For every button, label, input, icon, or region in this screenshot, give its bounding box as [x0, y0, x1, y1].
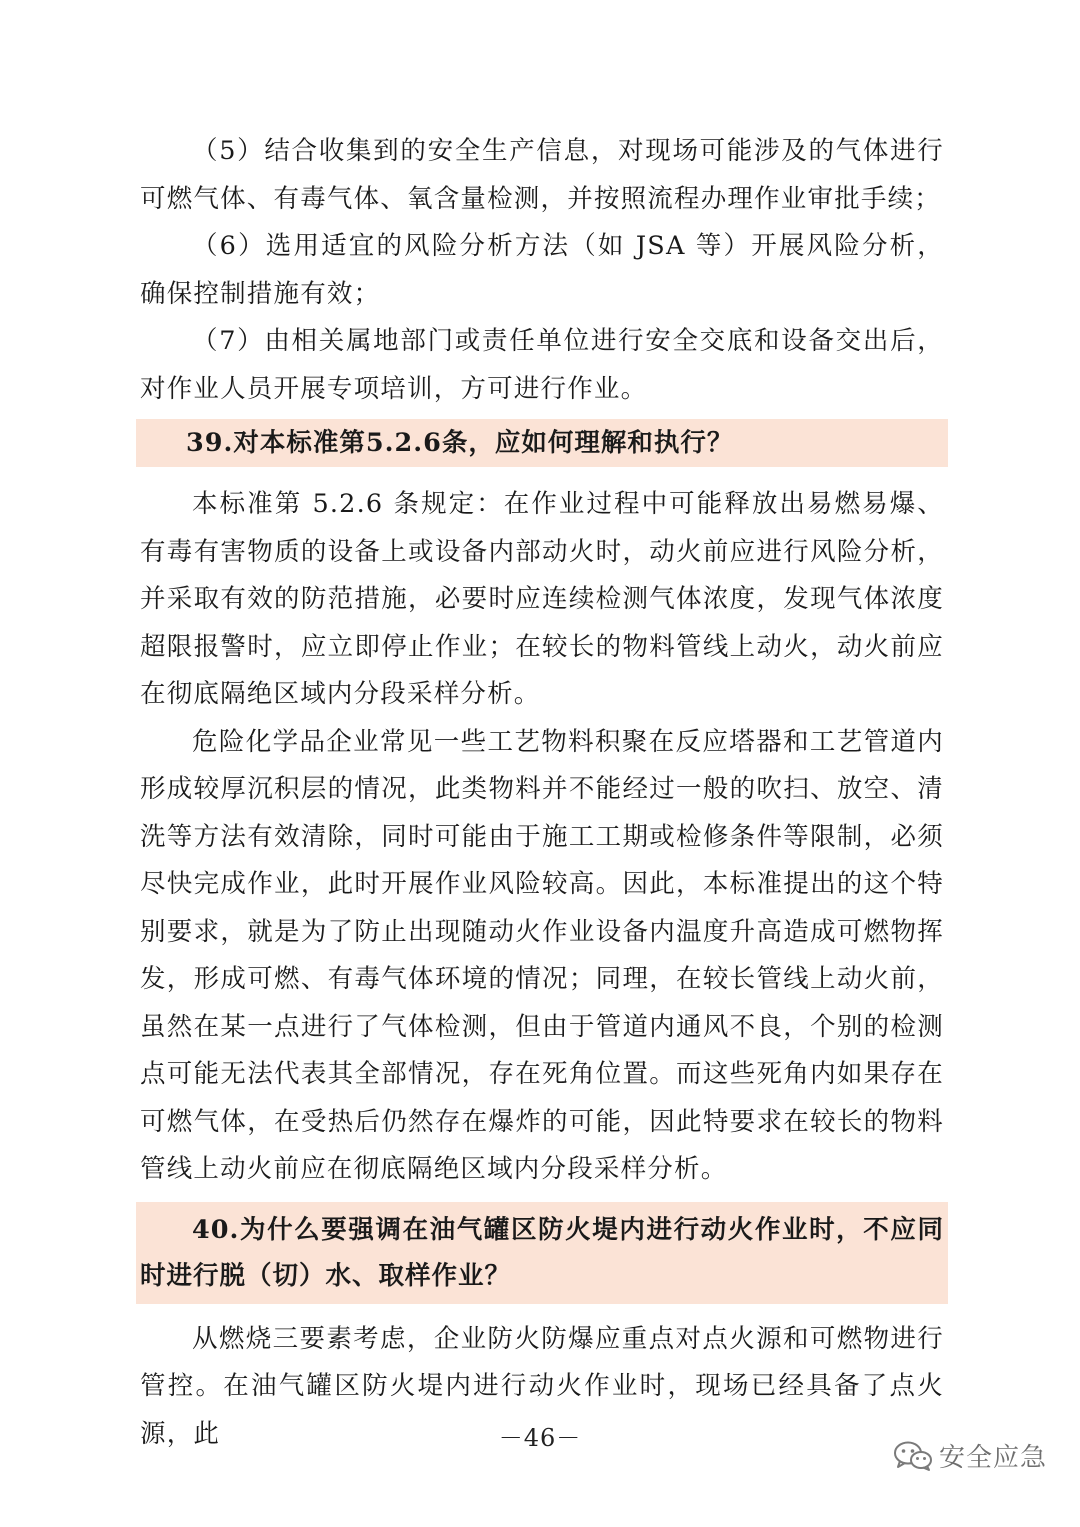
wechat-icon	[893, 1440, 933, 1472]
section-heading-40: 40.为什么要强调在油气罐区防火堤内进行动火作业时，不应同时进行脱（切）水、取样作业？	[136, 1202, 948, 1304]
section-40-paragraph-1: 从燃烧三要素考虑，企业防火防爆应重点对点火源和可燃物进行管控。在油气罐区防火堤内进行动火作业时，现场已经具备了点火源，此	[140, 1323, 944, 1449]
list-item-5: （5）结合收集到的安全生产信息，对现场可能涉及的气体进行可燃气体、有毒气体、氧含量检测，并按照流程办理作业审批手续；	[140, 136, 944, 214]
page-content	[140, 128, 944, 1458]
list-item-7: （7）由相关属地部门或责任单位进行安全交底和设备交出后，对作业人员开展专项培训，方可进行作业。	[140, 326, 944, 404]
watermark	[893, 1437, 1047, 1474]
section-39-paragraph-2: 危险化学品企业常见一些工艺物料积聚在反应塔器和工艺管道内形成较厚沉积层的情况，此类物料并不能经过一般的吹扫、放空、清洗等方法有效清除，同时可能由于施工工期或检修条件等限制，必须尽快完成作业，此时开展作业风险较高。因此，本标准提出的这个特别要求，就是为了防止出现随动火作业设备内温度升高造成可燃物挥发，形成可燃、有毒气体环境的情况；同理，在较长管线上动火前，虽然在某一点进行了气体检测，但由于管道内通风不良，个别的检测点可能无法代表其全部情况，存在死角位置。而这些死角内如果存在可燃气体，在受热后仍然存在爆炸的可能，因此特要求在较长的物料管线上动火前应在彻底隔绝区域内分段采样分析。	[140, 726, 944, 1184]
section-39-paragraph-1: 本标准第 5.2.6 条规定：在作业过程中可能释放出易燃易爆、有毒有害物质的设备上或设备内部动火时，动火前应进行风险分析，并采取有效的防范措施，必要时应连续检测气体浓度，发现气体浓度超限报警时，应立即停止作业；在较长的物料管线上动火，动火前应在彻底隔绝区域内分段采样分析。	[140, 489, 944, 709]
watermark-text: 安全应急	[939, 1443, 1048, 1473]
page-number: －46－	[498, 1424, 582, 1452]
list-item-6: （6）选用适宜的风险分析方法（如 JSA 等）开展风险分析，确保控制措施有效；	[140, 231, 944, 309]
section-heading-39: 39.对本标准第5.2.6条，应如何理解和执行？	[136, 419, 948, 467]
